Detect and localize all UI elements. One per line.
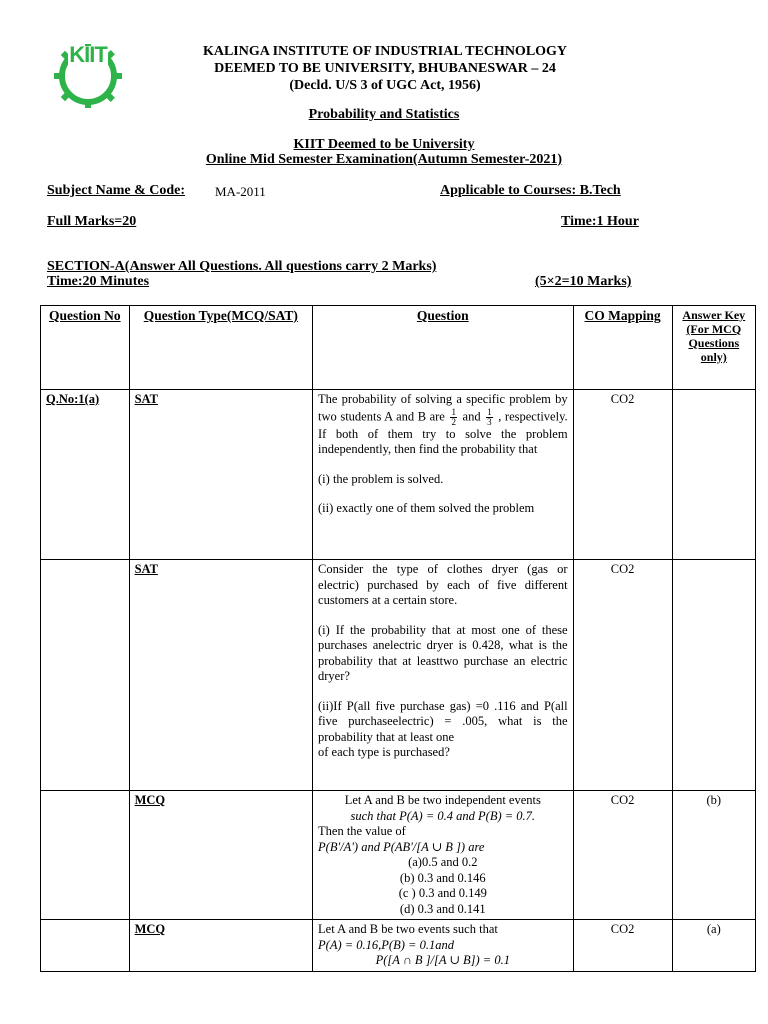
question-type: MCQ [129, 791, 312, 920]
question-part-i: (i) the problem is solved. [318, 471, 444, 486]
table-row [41, 791, 756, 920]
question-text: The probability of solving a specific problem by two students A and B are $\frac{1}{2}$ and $\frac{1}{3}$ , respectively. If both of them try to solve the problem independently, then find the probability that (i) the problem is solved. (ii) exactly one of them solved the problem [313, 390, 574, 560]
university-status: DEEMED TO BE UNIVERSITY, BHUBANESWAR – 24 [214, 61, 556, 76]
course-title: Probability and Statistics [308, 107, 460, 122]
co-mapping: CO2 [573, 560, 672, 791]
fraction-third: $\frac{1}{3}$ [487, 406, 492, 427]
table-row [41, 920, 756, 972]
answer-key [672, 390, 755, 560]
option-c: (c ) 0.3 and 0.149 [398, 886, 487, 900]
section-title: SECTION-A(Answer All Questions. All questions carry 2 Marks) [47, 259, 437, 274]
header-question-no: Question No [41, 306, 130, 390]
question-number [41, 791, 130, 920]
question-text: Consider the type of clothes dryer (gas or electric) purchased by each of five different customers at a certain store. (i) If the probability that at most one of these purchases anelectric dryer is 0.428, what is the probability that at leasttwo purchase an electric dryer? (ii)If P(all five purchase gas) =0 .116 and P(all five purchaseelectric) = .005, what is the probability that at least one of each type is purchased? [313, 560, 574, 791]
question-type: MCQ [129, 920, 312, 972]
total-time: Time:1 Hour [561, 214, 639, 229]
table-header-row [41, 306, 756, 390]
subject-label: Subject Name & Code: [47, 183, 186, 198]
kiit-logo [46, 40, 130, 108]
table-row [41, 390, 756, 560]
full-marks: Full Marks=20 [47, 214, 137, 229]
question-text: Let A and B be two events such that P(A) = 0.16,P(B) = 0.1and P([A ∩ B ]/[A ∪ B]) = 0.1 [313, 920, 574, 972]
question-number: Q.No:1(a) [41, 390, 130, 560]
exam-title: Online Mid Semester Examination(Autumn Semester-2021) [205, 152, 563, 167]
header-question: Question [313, 306, 574, 390]
answer-key: (a) [672, 920, 755, 972]
logo-text: KIIT [69, 42, 107, 67]
answer-key: (b) [672, 791, 755, 920]
section-time: Time:20 Minutes [47, 274, 150, 289]
university-title: KIIT Deemed to be University [293, 137, 475, 152]
institute-name: KALINGA INSTITUTE OF INDUSTRIAL TECHNOLOGY [202, 44, 568, 59]
fraction-half: $\frac{1}{2}$ [451, 406, 456, 427]
question-part-i: (i) If the probability that at most one of these purchases anelectric dryer is 0.428, what is the probability that at leasttwo purchase an electric dryer? [318, 622, 568, 683]
question-type: SAT [129, 390, 312, 560]
question-type: SAT [129, 560, 312, 791]
option-b: (b) 0.3 and 0.146 [399, 870, 486, 885]
section-marks: (5×2=10 Marks) [535, 274, 632, 289]
question-text: Let A and B be two independent events such that P(A) = 0.4 and P(B) = 0.7. Then the value of P(B'/A') and P(AB'/[A ∪ B ]) are (a)0.5 and 0.2 (b) 0.3 and 0.146 (c ) 0.3 and 0.149 (d) 0.3 and 0.141 [313, 791, 574, 920]
header-answer-key: Answer Key (For MCQ Questions only) [672, 306, 755, 390]
option-a: (a)0.5 and 0.2 [408, 855, 478, 869]
subject-code: MA-2011 [215, 184, 266, 199]
co-mapping: CO2 [573, 920, 672, 972]
act-declaration: (Decld. U/S 3 of UGC Act, 1956) [289, 78, 481, 93]
co-mapping: CO2 [573, 791, 672, 920]
option-d: (d) 0.3 and 0.141 [399, 901, 486, 916]
question-part-ii: (ii)If P(all five purchase gas) =0 .116 and P(all five purchaseelectric) = .005, what is the probability that at least one [318, 698, 568, 744]
header-question-type: Question Type(MCQ/SAT) [129, 306, 312, 390]
applicable-courses: Applicable to Courses: B.Tech [440, 183, 621, 198]
table-row [41, 560, 756, 791]
question-part-ii: (ii) exactly one of them solved the problem [318, 501, 535, 515]
question-number [41, 560, 130, 791]
co-mapping: CO2 [573, 390, 672, 560]
answer-key [672, 560, 755, 791]
question-table [40, 305, 756, 972]
question-number [41, 920, 130, 972]
header-co-mapping: CO Mapping [573, 306, 672, 390]
